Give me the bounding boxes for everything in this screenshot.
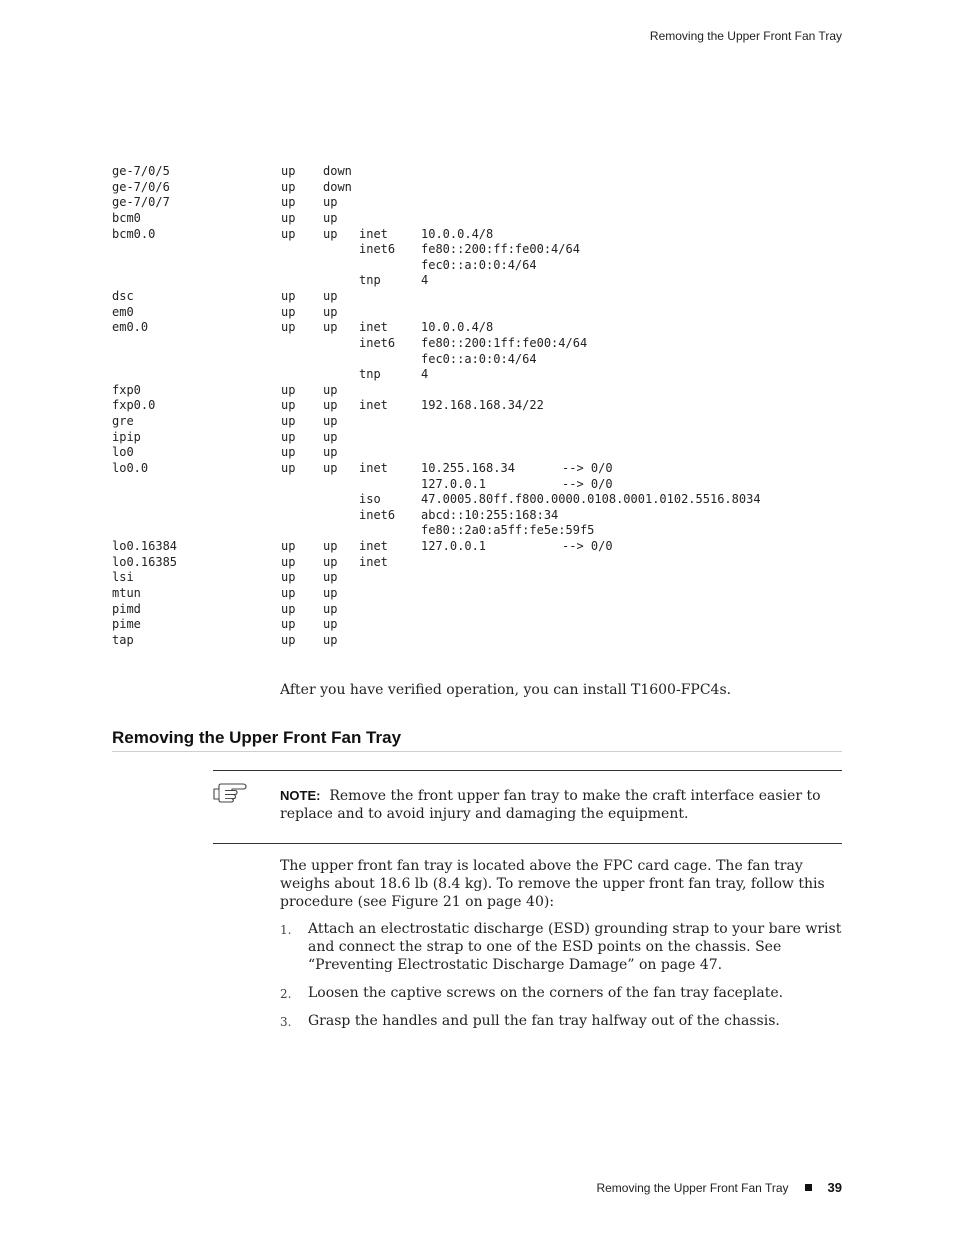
cli-row	[112, 523, 812, 539]
cli-admin: up	[281, 539, 296, 553]
cli-link: down	[323, 179, 352, 194]
cli-row	[112, 398, 812, 414]
cli-row	[112, 383, 812, 399]
cli-admin: up	[281, 226, 296, 241]
cli-name: ge-7/0/6	[112, 179, 170, 194]
step-number: 1.	[280, 923, 292, 937]
cli-proto: inet	[359, 539, 388, 553]
cli-row	[112, 508, 812, 524]
cli-admin: up	[281, 179, 296, 194]
cli-proto: inet	[359, 226, 388, 241]
after-verification-text: After you have verified operation, you can install T1600-FPC4s.	[280, 682, 732, 698]
cli-local: 10.0.0.4/8	[421, 226, 494, 241]
cli-local: 10.255.168.34	[421, 460, 515, 475]
cli-row	[112, 477, 812, 493]
cli-proto: inet	[359, 554, 388, 569]
cli-name: lo0.0	[112, 460, 149, 475]
cli-row	[112, 320, 812, 336]
cli-local: 192.168.168.34/22	[421, 398, 544, 413]
page-number: 39	[827, 1180, 842, 1195]
procedure-step	[280, 984, 842, 1002]
cli-admin: up	[281, 617, 296, 632]
cli-name: pime	[112, 617, 141, 632]
page-footer	[596, 1179, 842, 1197]
footer-bullet-icon	[805, 1184, 812, 1191]
procedure-step	[280, 920, 842, 974]
cli-row	[112, 414, 812, 430]
cli-admin: up	[281, 289, 296, 303]
cli-row	[112, 570, 812, 586]
step-text: Grasp the handles and pull the fan tray halfway out of the chassis.	[308, 1013, 780, 1029]
cli-name: pimd	[112, 601, 141, 616]
cli-name: ipip	[112, 429, 141, 444]
cli-link: up	[323, 429, 338, 444]
cli-local: fe80::200:ff:fe00:4/64	[421, 242, 580, 257]
cli-proto: inet	[359, 398, 388, 413]
cli-admin: up	[281, 398, 296, 413]
cli-proto: inet	[359, 460, 388, 475]
cli-row	[112, 539, 812, 555]
cli-row	[112, 602, 812, 618]
cli-row	[112, 492, 812, 508]
cli-link: up	[323, 445, 338, 460]
cli-proto: tnp	[359, 273, 381, 288]
note-body: Remove the front upper fan tray to make the craft interface easier to replace and to avoid injury and damaging the equipment.	[280, 788, 821, 822]
cli-link: up	[323, 382, 338, 397]
cli-local: fe80::200:1ff:fe00:4/64	[421, 335, 588, 350]
cli-name: fxp0.0	[112, 398, 156, 413]
cli-row	[112, 633, 812, 649]
cli-proto: inet6	[359, 507, 396, 522]
step-text: Attach an electrostatic discharge (ESD) grounding strap to your bare wrist and connect the strap to one of the ESD points on the chassis. See “Preventing Electrostatic Discharge Damage” on page 47.	[308, 921, 842, 973]
cli-row	[112, 289, 812, 305]
cli-local: 127.0.0.1	[421, 476, 487, 491]
cli-admin: up	[281, 195, 296, 210]
cli-link: up	[323, 570, 338, 585]
cli-proto: tnp	[359, 367, 381, 382]
cli-link: up	[323, 617, 338, 632]
note-box	[213, 770, 842, 844]
cli-admin: up	[281, 164, 296, 178]
step-number: 2.	[280, 987, 292, 1001]
cli-remote: --> 0/0	[562, 539, 613, 553]
cli-link: up	[323, 539, 338, 553]
cli-local: 4	[421, 367, 429, 382]
cli-row	[112, 242, 812, 258]
cli-local: abcd::10:255:168:34	[421, 507, 559, 522]
pointing-hand-icon	[213, 783, 247, 803]
cli-row	[112, 305, 812, 321]
cli-row	[112, 164, 812, 180]
cli-output	[112, 164, 812, 648]
procedure-step	[280, 1012, 842, 1030]
cli-row	[112, 430, 812, 446]
cli-name: tap	[112, 632, 134, 647]
cli-row	[112, 195, 812, 211]
cli-row	[112, 211, 812, 227]
cli-local: fec0::a:0:0:4/64	[421, 351, 537, 366]
cli-row	[112, 367, 812, 383]
cli-admin: up	[281, 601, 296, 616]
cli-remote: --> 0/0	[562, 476, 613, 491]
cli-link: up	[323, 585, 338, 600]
cli-admin: up	[281, 632, 296, 647]
cli-row	[112, 586, 812, 602]
cli-link: up	[323, 460, 338, 475]
cli-row	[112, 227, 812, 243]
cli-link: up	[323, 320, 338, 335]
cli-link: up	[323, 210, 338, 225]
step-text: Loosen the captive screws on the corners of the fan tray faceplate.	[308, 985, 784, 1001]
cli-link: up	[323, 398, 338, 413]
cli-local: 47.0005.80ff.f800.0000.0108.0001.0102.5516.8034	[421, 492, 761, 507]
cli-proto: iso	[359, 492, 381, 507]
cli-link: up	[323, 632, 338, 647]
cli-admin: up	[281, 304, 296, 319]
cli-link: up	[323, 554, 338, 569]
cli-link: up	[323, 601, 338, 616]
cli-name: fxp0	[112, 382, 141, 397]
cli-row	[112, 336, 812, 352]
cli-row	[112, 445, 812, 461]
cli-admin: up	[281, 460, 296, 475]
cli-row	[112, 617, 812, 633]
cli-admin: up	[281, 570, 296, 585]
cli-row	[112, 461, 812, 477]
cli-name: lo0.16384	[112, 539, 178, 553]
note-label: NOTE:	[280, 788, 321, 803]
cli-name: ge-7/0/5	[112, 164, 170, 178]
cli-link: up	[323, 304, 338, 319]
cli-admin: up	[281, 554, 296, 569]
cli-admin: up	[281, 414, 296, 428]
cli-row	[112, 555, 812, 571]
cli-local: 4	[421, 273, 429, 288]
cli-name: em0.0	[112, 320, 149, 335]
cli-proto: inet6	[359, 335, 396, 350]
footer-title: Removing the Upper Front Fan Tray	[596, 1181, 789, 1195]
cli-local: 127.0.0.1	[421, 539, 487, 553]
cli-local: fe80::2a0:a5ff:fe5e:59f5	[421, 523, 595, 538]
cli-local: fec0::a:0:0:4/64	[421, 257, 537, 272]
cli-admin: up	[281, 429, 296, 444]
cli-name: gre	[112, 414, 134, 428]
cli-name: em0	[112, 304, 134, 319]
cli-admin: up	[281, 445, 296, 460]
cli-row	[112, 273, 812, 289]
cli-proto: inet	[359, 320, 388, 335]
cli-name: bcm0.0	[112, 226, 156, 241]
step-number: 3.	[280, 1015, 292, 1029]
section-heading: Removing the Upper Front Fan Tray	[112, 728, 842, 752]
running-header: Removing the Upper Front Fan Tray	[649, 29, 842, 43]
cli-link: up	[323, 289, 338, 303]
note-text	[280, 787, 842, 823]
cli-row	[112, 258, 812, 274]
cli-name: mtun	[112, 585, 141, 600]
cli-link: down	[323, 164, 352, 178]
cli-link: up	[323, 414, 338, 428]
cli-row	[112, 180, 812, 196]
cli-proto: inet6	[359, 242, 396, 257]
cli-name: lo0	[112, 445, 134, 460]
procedure-steps	[280, 920, 842, 1040]
cli-remote: --> 0/0	[562, 460, 613, 475]
cli-name: bcm0	[112, 210, 141, 225]
cli-admin: up	[281, 320, 296, 335]
cli-name: ge-7/0/7	[112, 195, 170, 210]
cli-admin: up	[281, 210, 296, 225]
cli-link: up	[323, 195, 338, 210]
cli-link: up	[323, 226, 338, 241]
cli-name: dsc	[112, 289, 134, 303]
cli-row	[112, 352, 812, 368]
cli-name: lo0.16385	[112, 554, 178, 569]
cli-local: 10.0.0.4/8	[421, 320, 494, 335]
cli-admin: up	[281, 382, 296, 397]
cli-name: lsi	[112, 570, 134, 585]
procedure-intro: The upper front fan tray is located above the FPC card cage. The fan tray weighs about 18.6 lb (8.4 kg). To remove the upper front fan tray, follow this procedure (see Figure 21 on page 40):	[280, 858, 825, 910]
cli-admin: up	[281, 585, 296, 600]
